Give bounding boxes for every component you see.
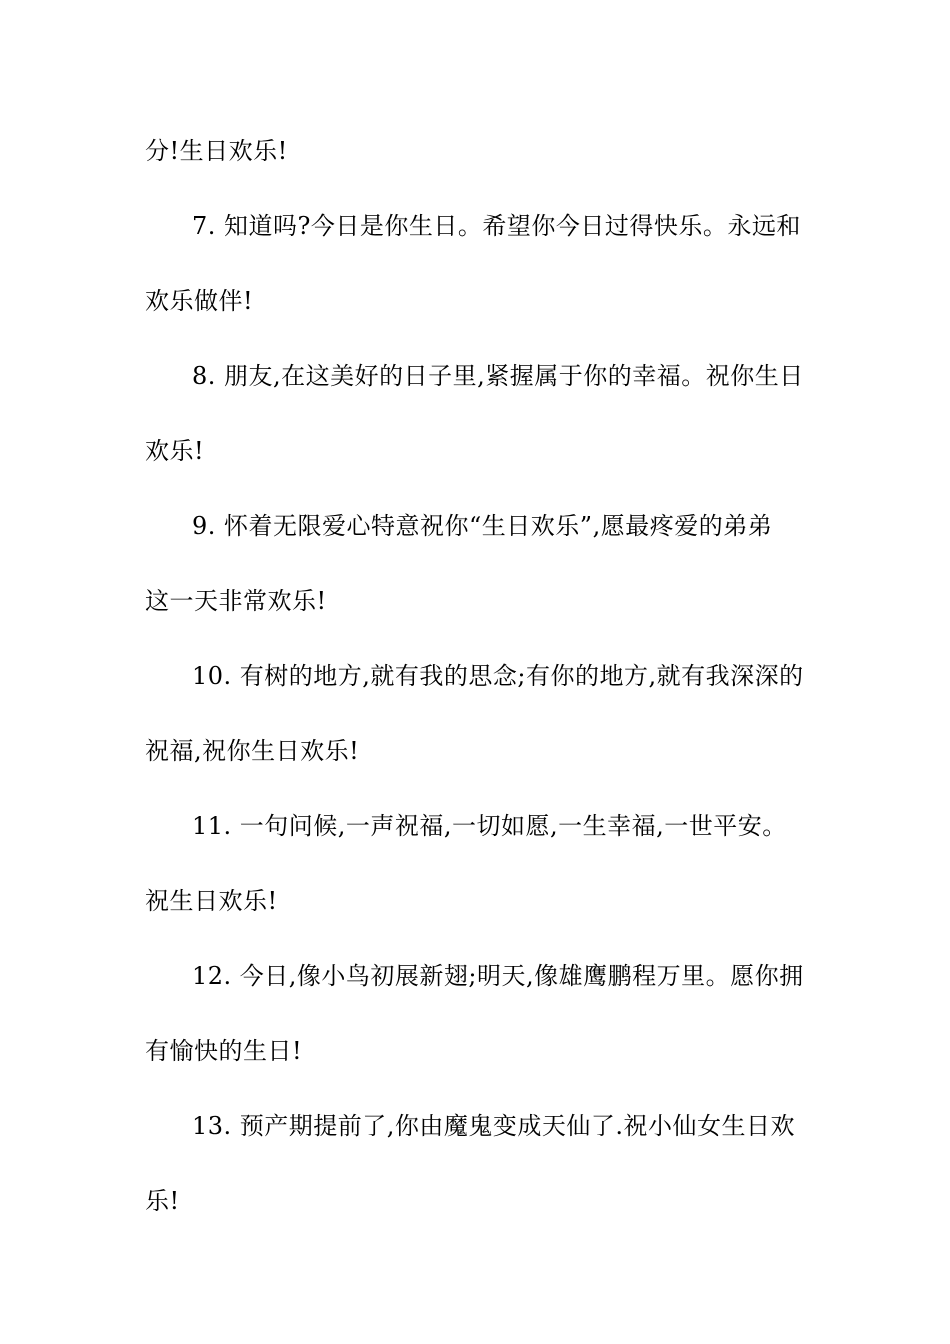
text-line: 分!生日欢乐! <box>145 137 288 165</box>
text-line: 欢乐! <box>145 437 205 465</box>
text-line: 祝生日欢乐! <box>145 887 278 915</box>
text-line: 8. 朋友,在这美好的日子里,紧握属于你的幸福。祝你生日 <box>192 362 804 390</box>
text-line: 乐! <box>145 1187 180 1215</box>
text-line: 10. 有树的地方,就有我的思念;有你的地方,就有我深深的 <box>192 662 804 690</box>
text-line: 7. 知道吗?今日是你生日。希望你今日过得快乐。永远和 <box>192 212 801 240</box>
text-line: 9. 怀着无限爱心特意祝你“生日欢乐”,愿最疼爱的弟弟 <box>192 512 773 540</box>
text-line: 这一天非常欢乐! <box>145 587 327 615</box>
text-line: 11. 一句问候,一声祝福,一切如愿,一生幸福,一世平安。 <box>192 812 787 840</box>
text-line: 有愉快的生日! <box>145 1037 303 1065</box>
text-line: 欢乐做伴! <box>145 287 254 315</box>
text-line: 13. 预产期提前了,你由魔鬼变成天仙了.祝小仙女生日欢 <box>192 1112 796 1140</box>
text-line: 12. 今日,像小鸟初展新翅;明天,像雄鹰鹏程万里。愿你拥 <box>192 962 804 990</box>
text-line: 祝福,祝你生日欢乐! <box>145 737 360 765</box>
